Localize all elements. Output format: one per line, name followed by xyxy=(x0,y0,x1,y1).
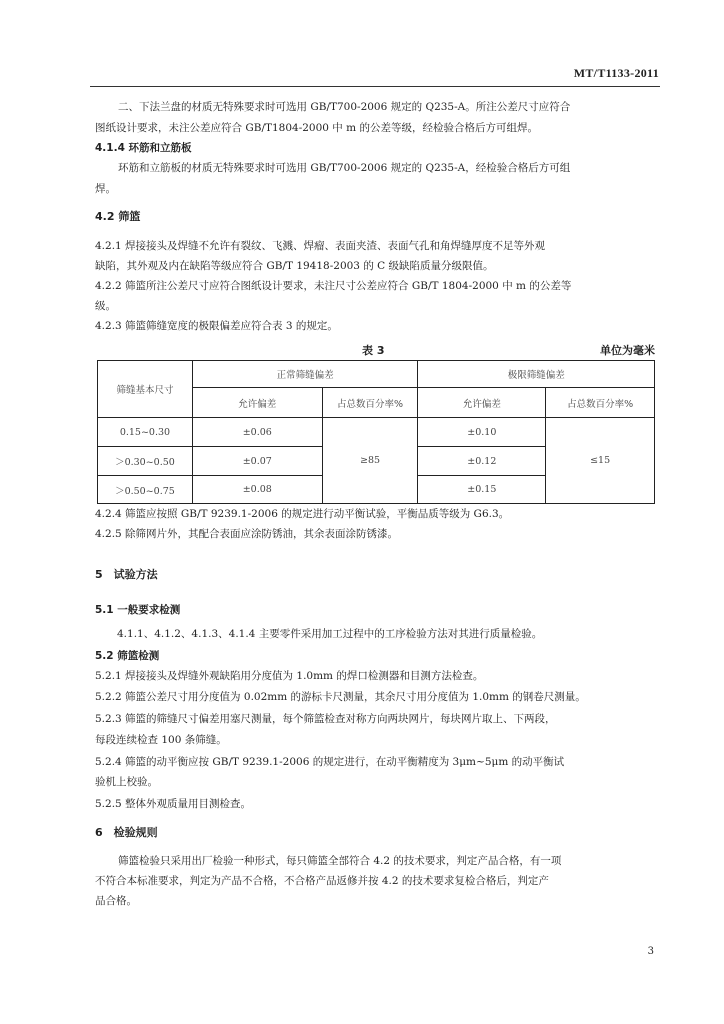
para-4-2-4: 4.2.4 筛篮应按照 GB/T 9239.1-2006 的规定进行动平衡试验，平衡品质等级为 G6.3。 xyxy=(95,508,510,520)
header-rule xyxy=(90,86,660,87)
para-5-1: 4.1.1、4.1.2、4.1.3、4.1.4 主要零件采用加工过程中的工序检验方法对其进行质量检验。 xyxy=(117,628,543,640)
table-3 xyxy=(97,360,655,504)
table-3-title: 表 3 xyxy=(362,344,385,357)
table-row xyxy=(98,418,655,447)
para-flange-2: 图纸设计要求，未注公差应符合 GB/T1804-2000 中 m 的公差等级，经检验合格后方可组焊。 xyxy=(95,122,538,134)
cell-limit: ±0.10 xyxy=(418,418,546,447)
group-header-normal: 正常筛缝偏差 xyxy=(192,361,418,388)
table-3-caption xyxy=(95,342,655,358)
page-number: 3 xyxy=(647,946,654,957)
para-4-2-1-1: 4.2.1 焊接接头及焊缝不允许有裂纹、飞溅、焊瘤、表面夹渣、表面气孔和角焊缝厚度不足等外观 xyxy=(95,240,546,252)
para-6-3: 品合格。 xyxy=(95,895,137,907)
para-6-1: 筛篮检验只采用出厂检验一种形式，每只筛篮全部符合 4.2 的技术要求，判定产品合格，有一项 xyxy=(118,855,562,867)
heading-4-1-4: 4.1.4 环筋和立筋板 xyxy=(95,142,192,154)
sub-header-normal-pct: 占总数百分率% xyxy=(322,388,418,418)
group-header-limit: 极限筛缝偏差 xyxy=(418,361,655,388)
para-5-2-1: 5.2.1 焊接接头及焊缝外观缺陷用分度值为 1.0mm 的焊口检测器和目测方法检查。 xyxy=(95,670,484,682)
para-5-2-3-1: 5.2.3 筛篮的筛缝尺寸偏差用塞尺测量，每个筛篮检查对称方向两块网片，每块网片取上、下两段， xyxy=(95,713,556,725)
para-5-2-4-1: 5.2.4 筛篮的动平衡应按 GB/T 9239.1-2006 的规定进行，在动平衡精度为 3μm~5μm 的动平衡试 xyxy=(95,756,565,768)
cell-limit-pct: ≤15 xyxy=(546,418,655,504)
heading-5-1: 5.1 一般要求检测 xyxy=(95,604,181,616)
col-header-size: 筛缝基本尺寸 xyxy=(98,361,193,418)
cell-normal: ±0.07 xyxy=(192,447,322,476)
para-4-2-5: 4.2.5 除筛网片外，其配合表面应涂防锈油，其余表面涂防锈漆。 xyxy=(95,528,399,540)
cell-limit: ±0.12 xyxy=(418,447,546,476)
sub-header-limit-pct: 占总数百分率% xyxy=(546,388,655,418)
cell-size: ＞0.30~0.50 xyxy=(98,447,193,476)
heading-4-2: 4.2 筛篮 xyxy=(95,210,141,223)
para-4-2-1-2: 缺陷，其外观及内在缺陷等级应符合 GB/T 19418-2003 的 C 级缺陷质量分级限值。 xyxy=(95,260,494,272)
para-5-2-3-2: 每段连续检查 100 条筛缝。 xyxy=(95,734,227,746)
heading-5-2: 5.2 筛篮检测 xyxy=(95,650,160,662)
heading-5: 5 试验方法 xyxy=(95,568,158,581)
para-6-2: 不符合本标准要求，判定为产品不合格，不合格产品返修并按 4.2 的技术要求复检合格后，判定产 xyxy=(95,875,549,887)
cell-size: ＞0.50~0.75 xyxy=(98,476,193,504)
cell-limit: ±0.15 xyxy=(418,476,546,504)
para-5-2-4-2: 验机上校验。 xyxy=(95,776,158,788)
cell-normal: ±0.06 xyxy=(192,418,322,447)
cell-normal-pct: ≥85 xyxy=(322,418,418,504)
para-4-2-2-2: 级。 xyxy=(95,300,116,312)
heading-6: 6 检验规则 xyxy=(95,826,158,839)
para-4-1-4-1: 环筋和立筋板的材质无特殊要求时可选用 GB/T700-2006 规定的 Q235-A，经检验合格后方可组 xyxy=(118,162,571,174)
para-4-2-3: 4.2.3 筛篮筛缝宽度的极限偏差应符合表 3 的规定。 xyxy=(95,320,338,332)
para-flange-1: 二、下法兰盘的材质无特殊要求时可选用 GB/T700-2006 规定的 Q235-A。所注公差尺寸应符合 xyxy=(118,101,571,113)
para-5-2-5: 5.2.5 整体外观质量用目测检查。 xyxy=(95,798,252,810)
cell-size: 0.15~0.30 xyxy=(98,418,193,447)
standard-code-header: MT/T1133-2011 xyxy=(573,66,659,80)
cell-normal: ±0.08 xyxy=(192,476,322,504)
para-5-2-2: 5.2.2 筛篮公差尺寸用分度值为 0.02mm 的游标卡尺测量，其余尺寸用分度值为 1.0mm 的钢卷尺测量。 xyxy=(95,691,586,703)
sub-header-normal-allow: 允许偏差 xyxy=(192,388,322,418)
para-4-1-4-2: 焊。 xyxy=(95,183,116,195)
table-3-unit: 单位为毫米 xyxy=(600,344,655,357)
para-4-2-2-1: 4.2.2 筛篮所注公差尺寸应符合图纸设计要求，未注尺寸公差应符合 GB/T 1804-2000 中 m 的公差等 xyxy=(95,280,572,292)
sub-header-limit-allow: 允许偏差 xyxy=(418,388,546,418)
